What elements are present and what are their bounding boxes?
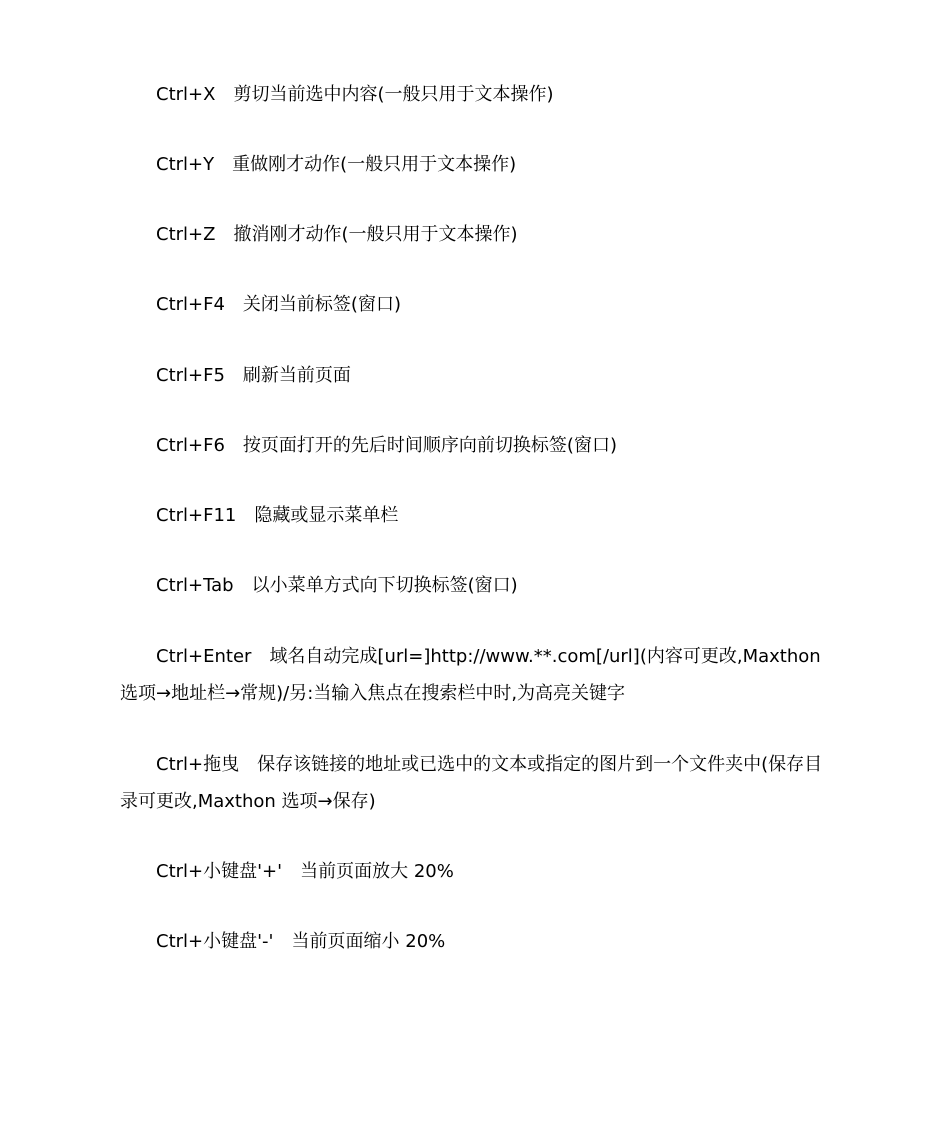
shortcut-key: Ctrl+Z — [156, 224, 216, 245]
shortcut-entry-ctrl-drag — [120, 746, 830, 820]
shortcut-entry-ctrl-tab — [120, 567, 830, 604]
shortcut-description: 刷新当前页面 — [242, 365, 351, 386]
shortcut-description: 当前页面缩小 20% — [291, 931, 446, 952]
shortcut-description: 保存该链接的地址或已选中的文本或指定的图片到一个文件夹中(保存目录可更改,Maxthon 选项→保存) — [120, 754, 823, 812]
shortcut-entry-ctrl-numpad-minus — [120, 923, 830, 960]
shortcut-entry-ctrl-enter — [120, 638, 830, 712]
shortcut-description: 关闭当前标签(窗口) — [242, 294, 401, 315]
shortcut-entry-ctrl-f4 — [120, 286, 830, 323]
shortcut-entry-ctrl-f5 — [120, 357, 830, 394]
shortcut-key: Ctrl+F5 — [156, 365, 225, 386]
shortcut-entry-ctrl-z — [120, 216, 830, 253]
shortcut-description: 撤消刚才动作(一般只用于文本操作) — [233, 224, 518, 245]
shortcut-entry-ctrl-f11 — [120, 497, 830, 534]
shortcut-entry-ctrl-y — [120, 146, 830, 183]
shortcut-description: 当前页面放大 20% — [300, 861, 454, 882]
shortcut-description: 剪切当前选中内容(一般只用于文本操作) — [233, 84, 554, 105]
shortcut-description: 域名自动完成[url=]http://www.**.com[/url](内容可更改,Maxthon 选项→地址栏→常规)/另:当输入焦点在搜索栏中时,为高亮关键字 — [120, 646, 821, 704]
shortcut-key: Ctrl+小键盘'+' — [156, 861, 283, 882]
shortcut-key: Ctrl+Enter — [156, 646, 252, 667]
shortcut-key: Ctrl+Tab — [156, 575, 234, 596]
shortcut-key: Ctrl+F11 — [156, 505, 237, 526]
shortcut-key: Ctrl+Y — [156, 154, 215, 175]
shortcut-key: Ctrl+拖曳 — [156, 754, 240, 775]
shortcut-description: 重做刚才动作(一般只用于文本操作) — [232, 154, 517, 175]
shortcut-entry-ctrl-numpad-plus — [120, 853, 830, 890]
shortcut-entry-ctrl-x — [120, 76, 830, 113]
shortcut-description: 隐藏或显示菜单栏 — [254, 505, 399, 526]
shortcut-key: Ctrl+F4 — [156, 294, 225, 315]
shortcut-description: 以小菜单方式向下切换标签(窗口) — [251, 575, 518, 596]
shortcut-description: 按页面打开的先后时间顺序向前切换标签(窗口) — [242, 435, 617, 456]
shortcut-key: Ctrl+小键盘'-' — [156, 931, 274, 952]
shortcut-key: Ctrl+F6 — [156, 435, 225, 456]
shortcut-key: Ctrl+X — [156, 84, 216, 105]
shortcut-entry-ctrl-f6 — [120, 427, 830, 464]
